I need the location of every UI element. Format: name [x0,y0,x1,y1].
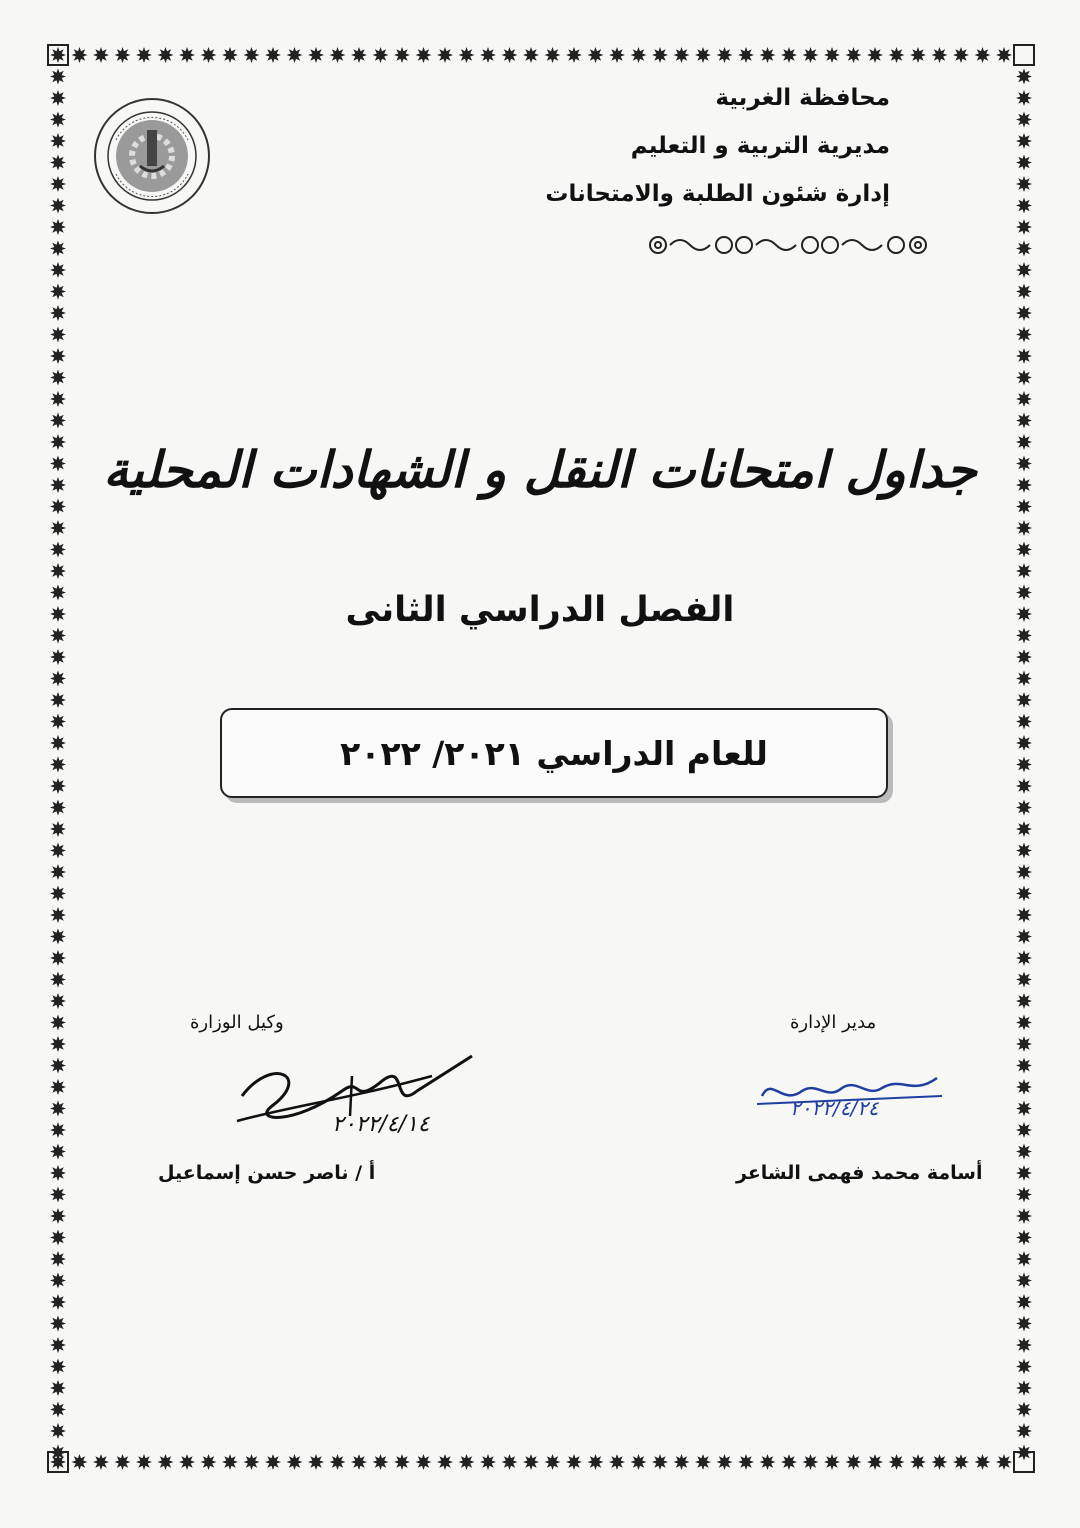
border-star [738,1454,754,1470]
border-star [1016,370,1032,386]
undersecretary-role: وكيل الوزارة [190,1012,284,1033]
border-corner [1014,45,1034,65]
border-star [1016,176,1032,192]
border-star [50,1208,66,1224]
border-star [867,1454,883,1470]
border-star [609,1454,625,1470]
border-star [975,1454,991,1470]
department-line: إدارة شئون الطلبة والامتحانات [545,181,890,207]
border-star [738,47,754,63]
border-star [867,47,883,63]
border-star [1016,1058,1032,1074]
border-star [1016,1079,1032,1095]
border-star [50,198,66,214]
border-star [652,47,668,63]
border-star [803,1454,819,1470]
border-star [222,47,238,63]
border-star [781,1454,797,1470]
border-star [287,1454,303,1470]
border-star [50,778,66,794]
border-star [50,1273,66,1289]
border-star [50,864,66,880]
border-star [1016,90,1032,106]
border-star [50,542,66,558]
border-star [50,1359,66,1375]
border-star [50,391,66,407]
border-star [50,1187,66,1203]
border-star [1016,413,1032,429]
border-star [50,499,66,515]
border-star [1016,692,1032,708]
border-star [50,886,66,902]
border-star [523,1454,539,1470]
border-star [50,993,66,1009]
border-star [996,1454,1012,1470]
border-star [889,1454,905,1470]
border-star [1016,305,1032,321]
border-star [1016,886,1032,902]
border-star [416,1454,432,1470]
border-star [545,1454,561,1470]
border-star [1016,757,1032,773]
border-star [50,284,66,300]
border-star [1016,348,1032,364]
border-star [115,1454,131,1470]
border-star [50,585,66,601]
border-star [1016,1036,1032,1052]
border-star [1016,929,1032,945]
border-star [308,1454,324,1470]
border-star [179,1454,195,1470]
border-star [1016,219,1032,235]
border-star [1016,133,1032,149]
border-star [1016,821,1032,837]
border-star [1016,649,1032,665]
border-star [1016,520,1032,536]
border-star [910,1454,926,1470]
border-star [50,1294,66,1310]
border-star [1016,477,1032,493]
border-star [50,628,66,644]
border-star [179,47,195,63]
border-star [93,1454,109,1470]
border-star [1016,671,1032,687]
border-star [50,520,66,536]
border-star [93,47,109,63]
border-star [50,370,66,386]
border-star [1016,1101,1032,1117]
border-star [50,757,66,773]
border-star [201,47,217,63]
border-star [50,1036,66,1052]
border-star [1016,1380,1032,1396]
border-star [996,47,1012,63]
border-star [50,69,66,85]
border-star [545,47,561,63]
border-star [1016,112,1032,128]
border-star [760,47,776,63]
border-star [50,649,66,665]
border-star [1016,606,1032,622]
border-star [1016,907,1032,923]
border-star [1016,434,1032,450]
border-star [1016,714,1032,730]
border-star [50,950,66,966]
border-star [244,1454,260,1470]
border-star [1016,993,1032,1009]
border-star [1016,800,1032,816]
border-star [1016,1273,1032,1289]
border-star [932,1454,948,1470]
border-star [437,1454,453,1470]
border-star [50,1101,66,1117]
border-star [50,821,66,837]
border-star [1016,1402,1032,1418]
border-star [50,155,66,171]
border-star [50,1380,66,1396]
border-star [50,47,66,63]
border-star [1016,1316,1032,1332]
border-star [953,47,969,63]
border-star [631,1454,647,1470]
border-star [50,262,66,278]
border-star [136,1454,152,1470]
border-star [50,972,66,988]
border-star [1016,1294,1032,1310]
border-star [695,47,711,63]
border-star [1016,563,1032,579]
border-star [158,1454,174,1470]
border-star [50,1122,66,1138]
border-star [502,1454,518,1470]
border-star [50,176,66,192]
border-star [416,47,432,63]
border-star [265,47,281,63]
director-date: ٢٠٢٢/٤/٢٤ [790,1096,879,1120]
border-star [1016,1251,1032,1267]
border-star [1016,1337,1032,1353]
border-star [717,47,733,63]
border-star [50,219,66,235]
border-star [1016,1230,1032,1246]
border-star [1016,585,1032,601]
border-star [588,1454,604,1470]
border-star [1016,778,1032,794]
border-star [394,47,410,63]
directorate-line: مديرية التربية و التعليم [630,133,890,159]
academic-year-box [220,708,888,798]
border-star [1016,69,1032,85]
border-star [480,1454,496,1470]
border-star [50,456,66,472]
border-star [50,929,66,945]
border-star [803,47,819,63]
border-star [953,1454,969,1470]
border-star [244,47,260,63]
border-star [1016,1122,1032,1138]
border-star [1016,950,1032,966]
border-star [1016,864,1032,880]
border-star [1016,198,1032,214]
border-star [1016,843,1032,859]
border-star [201,1454,217,1470]
border-star [373,1454,389,1470]
border-star [50,305,66,321]
border-star [50,1058,66,1074]
border-star [1016,391,1032,407]
director-name: أسامة محمد فهمى الشاعر [736,1162,983,1184]
border-star [480,47,496,63]
border-star [50,671,66,687]
border-star [760,1454,776,1470]
border-star [50,735,66,751]
border-star [910,47,926,63]
border-star [1016,1015,1032,1031]
border-star [222,1454,238,1470]
border-star [50,1423,66,1439]
border-star [674,1454,690,1470]
border-star [50,434,66,450]
border-star [50,1015,66,1031]
border-star [566,1454,582,1470]
border-star [889,47,905,63]
border-star [459,1454,475,1470]
border-star [1016,1187,1032,1203]
border-star [1016,327,1032,343]
border-star [1016,735,1032,751]
border-star [50,112,66,128]
border-star [1016,499,1032,515]
border-star [158,47,174,63]
border-star [265,1454,281,1470]
border-star [50,133,66,149]
border-star [1016,972,1032,988]
border-star [1016,262,1032,278]
border-star [1016,456,1032,472]
border-star [1016,1144,1032,1160]
border-star [50,477,66,493]
border-star [50,1316,66,1332]
border-star [330,1454,346,1470]
border-star [824,47,840,63]
border-star [566,47,582,63]
border-star [50,843,66,859]
border-star [523,47,539,63]
border-star [1016,284,1032,300]
border-star [1016,241,1032,257]
border-star [695,1454,711,1470]
border-star [50,1402,66,1418]
border-star [50,1251,66,1267]
border-star [1016,155,1032,171]
border-star [50,348,66,364]
border-star [50,241,66,257]
border-star [50,563,66,579]
border-star [50,1337,66,1353]
border-star [975,47,991,63]
governorate-line: محافظة الغربية [715,85,890,111]
border-star [502,47,518,63]
border-star [50,1230,66,1246]
border-star [631,47,647,63]
border-star [287,47,303,63]
seal-logo [92,96,212,216]
border-star [1016,1165,1032,1181]
border-star [1016,1359,1032,1375]
document-title: جداول امتحانات النقل و الشهادات المحلية [103,440,977,499]
border-star [50,1144,66,1160]
border-star [717,1454,733,1470]
border-star [1016,628,1032,644]
border-star [50,606,66,622]
academic-year-label: للعام الدراسي ٢٠٢١/ ٢٠٢٢ [340,733,768,773]
border-star [824,1454,840,1470]
border-star [932,47,948,63]
border-star [50,1165,66,1181]
border-star [72,47,88,63]
undersecretary-signature [232,1036,482,1156]
border-star [50,692,66,708]
border-star [674,47,690,63]
border-star [846,47,862,63]
border-star [437,47,453,63]
border-star [50,1079,66,1095]
border-star [50,800,66,816]
border-star [1016,542,1032,558]
border-star [781,47,797,63]
border-star [351,47,367,63]
border-star [351,1454,367,1470]
border-star [330,47,346,63]
undersecretary-date: ٢٠٢٢/٤/١٤ [332,1112,430,1137]
director-role: مدير الإدارة [790,1012,877,1033]
border-star [50,413,66,429]
border-star [136,47,152,63]
semester-subtitle: الفصل الدراسي الثانى [345,590,735,630]
ornament-divider [644,232,934,258]
border-star [1016,1208,1032,1224]
undersecretary-name: أ / ناصر حسن إسماعيل [158,1162,376,1184]
letterhead [470,74,890,218]
border-star [308,47,324,63]
border-star [652,1454,668,1470]
border-star [1016,1423,1032,1439]
border-star [373,47,389,63]
border-star [50,907,66,923]
border-star [50,90,66,106]
border-star [609,47,625,63]
border-star [50,327,66,343]
border-star [588,47,604,63]
border-star [72,1454,88,1470]
border-star [115,47,131,63]
border-star [50,714,66,730]
border-star [846,1454,862,1470]
border-star [459,47,475,63]
border-star [394,1454,410,1470]
